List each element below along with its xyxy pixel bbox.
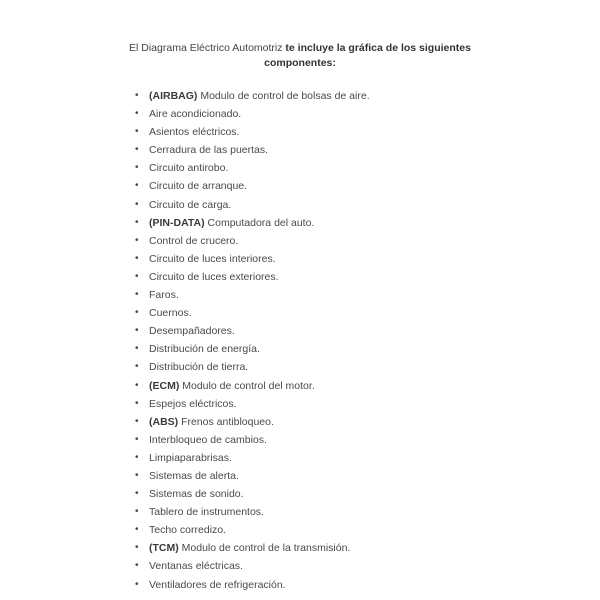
list-item (135, 322, 370, 340)
components-list (135, 87, 370, 594)
list-item-text: Limpiaparabrisas. (149, 451, 232, 464)
list-item (135, 503, 370, 521)
list-item-text: Modulo de control de bolsas de aire. (197, 90, 370, 102)
list-item-text: Modulo de control de la transmisión. (178, 542, 351, 555)
list-item (135, 123, 370, 141)
bullet-icon: • (135, 469, 139, 481)
list-item-text: Ventanas eléctricas. (149, 560, 243, 573)
bullet-icon: • (135, 488, 139, 500)
list-item (135, 521, 370, 539)
bullet-icon: • (135, 270, 139, 282)
list-item (135, 141, 370, 159)
bullet-icon: • (135, 289, 139, 301)
list-item-text: Circuito de carga. (149, 198, 232, 211)
bullet-icon: • (135, 560, 139, 572)
list-item (135, 467, 370, 485)
bullet-icon: • (135, 307, 139, 319)
intro-bold-text: te incluye la gráfica de los siguientes componentes: (264, 42, 471, 69)
list-item-bold-label: (ECM) (149, 379, 180, 392)
bullet-icon: • (135, 144, 139, 156)
bullet-icon: • (135, 397, 139, 409)
list-item-text: Aire acondicionado. (149, 108, 242, 121)
list-item-bold-label: (PIN-DATA) (149, 216, 205, 229)
list-item-bold-label: (TCM) (149, 542, 179, 555)
list-item-text: Cerradura de las puertas. (149, 144, 269, 157)
list-item (135, 87, 370, 105)
list-item-text: Techo corredizo. (149, 524, 227, 537)
bullet-icon: • (135, 126, 139, 138)
list-item (135, 268, 370, 286)
list-item-text: Computadora del auto. (204, 216, 315, 229)
bullet-icon: • (135, 108, 139, 120)
list-item (135, 304, 370, 322)
bullet-icon: • (135, 524, 139, 536)
list-item (135, 449, 370, 467)
list-item-text: Desempañadores. (149, 325, 235, 338)
list-item-text: Distribución de energía. (149, 343, 260, 356)
list-item-text: Circuito de arranque. (149, 180, 248, 193)
list-item-bold-label: (ABS) (149, 415, 179, 428)
bullet-icon: • (135, 451, 139, 463)
list-item (135, 177, 370, 195)
list-item-text: Frenos antibloqueo. (178, 415, 274, 428)
list-item (135, 377, 370, 395)
list-item-text: Asientos eléctricos. (149, 126, 240, 139)
bullet-icon: • (135, 325, 139, 337)
list-item (135, 413, 370, 431)
bullet-icon: • (135, 90, 139, 101)
list-item-text: Cuernos. (149, 307, 192, 320)
list-item-text: Distribución de tierra. (149, 361, 249, 374)
list-item (135, 340, 370, 358)
list-item-text: Sistemas de alerta. (149, 469, 239, 482)
bullet-icon: • (135, 216, 139, 228)
list-item-text: Sistemas de sonido. (149, 488, 244, 501)
bullet-icon: • (135, 379, 139, 391)
list-item (135, 576, 370, 594)
intro-paragraph (120, 41, 480, 71)
list-item (135, 286, 370, 304)
list-item (135, 539, 370, 557)
list-item-text: Espejos eléctricos. (149, 397, 237, 410)
bullet-icon: • (135, 415, 139, 427)
list-item (135, 214, 370, 232)
list-item-text: Circuito de luces interiores. (149, 252, 276, 265)
list-item (135, 232, 370, 250)
bullet-icon: • (135, 252, 139, 264)
list-item (135, 196, 370, 214)
bullet-icon: • (135, 433, 139, 445)
list-item-text: Interbloqueo de cambios. (149, 433, 267, 446)
list-item (135, 159, 370, 177)
list-item (135, 557, 370, 575)
bullet-icon: • (135, 198, 139, 210)
list-item-bold-label: (AIRBAG) (149, 90, 198, 102)
bullet-icon: • (135, 542, 139, 554)
bullet-icon: • (135, 506, 139, 518)
list-item-text: Circuito de luces exteriores. (149, 270, 279, 283)
list-item-text: Faros. (149, 289, 179, 302)
list-item (135, 358, 370, 376)
bullet-icon: • (135, 343, 139, 355)
list-item-text: Control de crucero. (149, 234, 239, 247)
bullet-icon: • (135, 162, 139, 174)
intro-plain-text: El Diagrama Eléctrico Automotriz (129, 42, 286, 54)
list-item (135, 105, 370, 123)
bullet-icon: • (135, 361, 139, 373)
list-item-text: Circuito antirobo. (149, 162, 229, 175)
list-item-text: Tablero de instrumentos. (149, 506, 264, 519)
list-item (135, 485, 370, 503)
bullet-icon: • (135, 234, 139, 246)
list-item-text: Modulo de control del motor. (179, 379, 315, 392)
list-item (135, 250, 370, 268)
list-item (135, 431, 370, 449)
bullet-icon: • (135, 578, 139, 590)
list-item-text: Ventiladores de refrigeración. (149, 578, 286, 591)
bullet-icon: • (135, 180, 139, 192)
list-item (135, 395, 370, 413)
